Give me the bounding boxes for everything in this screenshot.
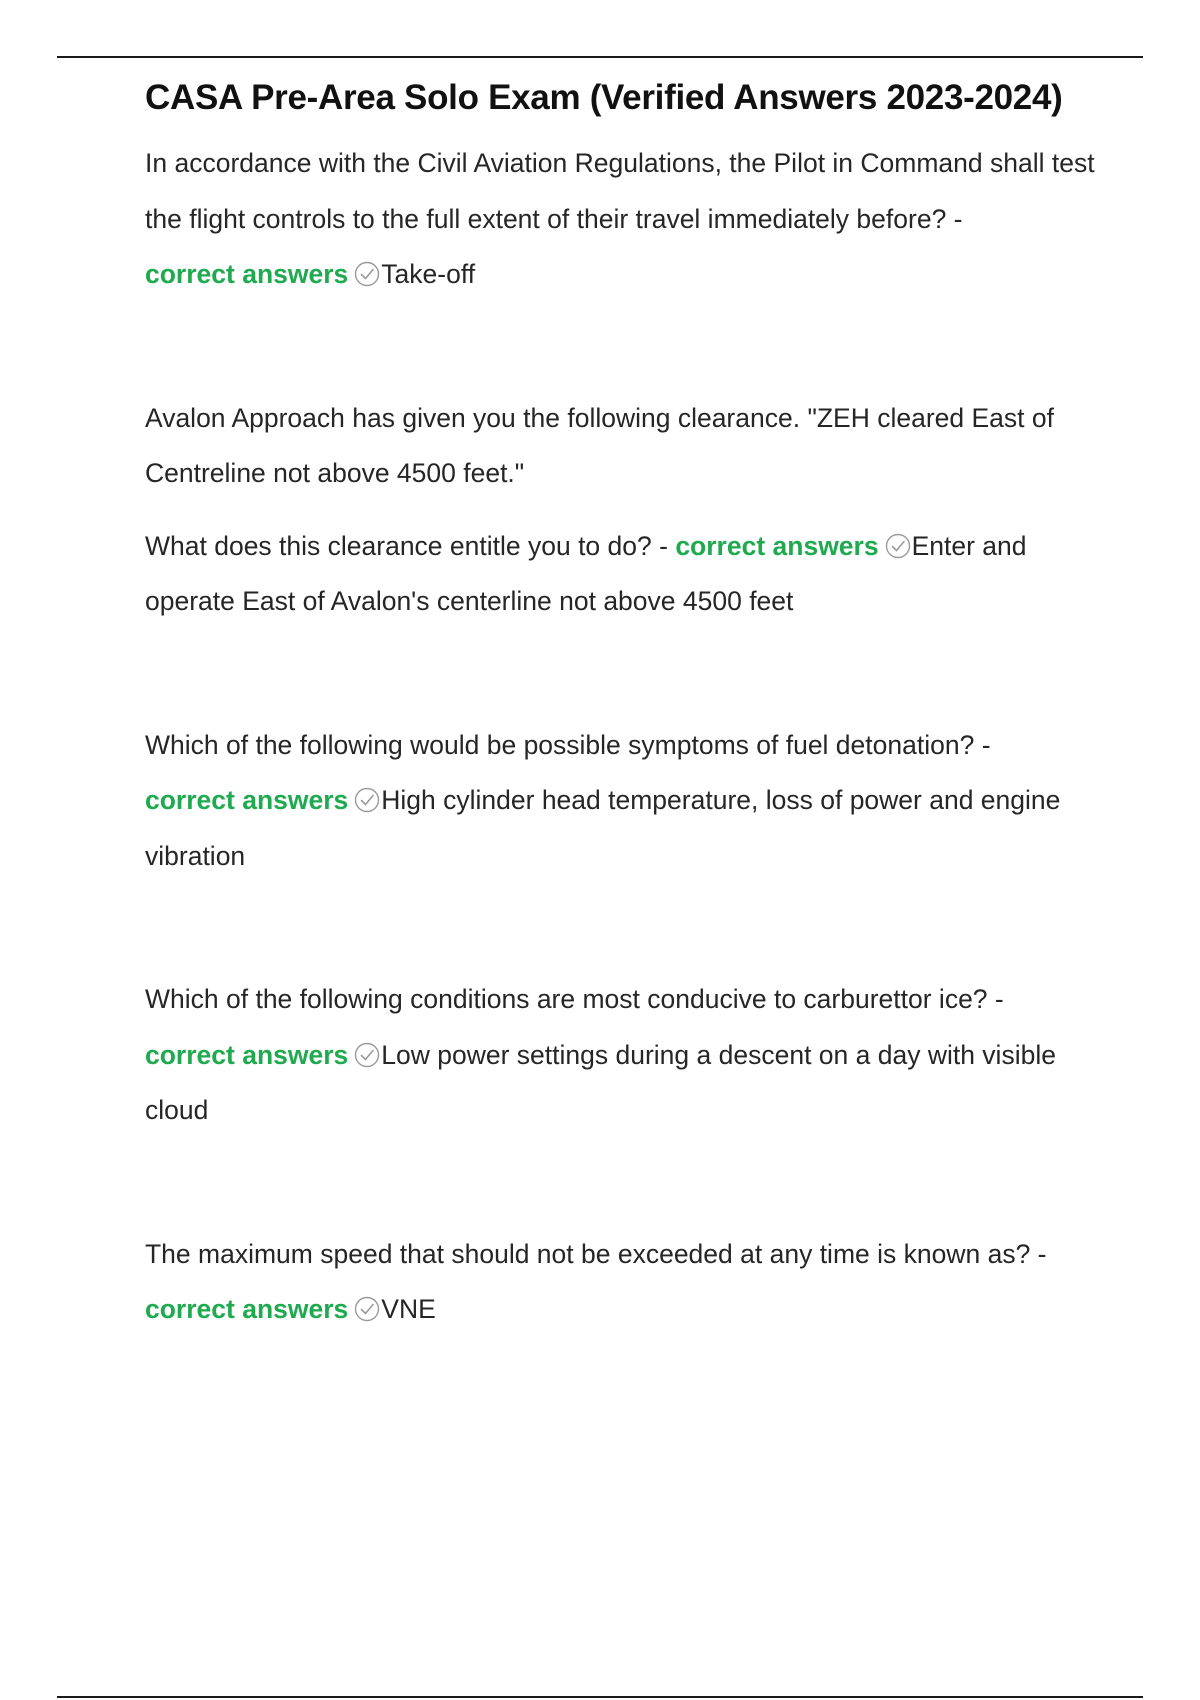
question-intro: Avalon Approach has given you the following clearance. "ZEH cleared East of Centreline not above 4500 feet." [145,402,1054,488]
answer-text: Enter and operate East of Avalon's centerline not above 4500 feet [145,530,1027,616]
question-block-4 [145,972,1095,1139]
question-block-5 [145,1227,1095,1338]
check-circle-icon [354,1296,380,1322]
correct-answers-label: correct answers [145,1294,349,1324]
bottom-rule [57,1696,1143,1698]
question-block-1 [145,136,1095,303]
top-rule [57,56,1143,58]
document-title: CASA Pre-Area Solo Exam (Verified Answers 2023-2024) [145,78,1063,117]
question-paragraph [145,1227,1095,1338]
answer-text: VNE [381,1294,436,1324]
question-paragraph [145,718,1095,885]
question-text: Which of the following conditions are most conducive to carburettor ice? - [145,984,1004,1014]
answer-text: Take-off [381,259,476,289]
check-circle-icon [354,261,380,287]
correct-answers-label: correct answers [145,259,349,289]
question-text: What does this clearance entitle you to do? - [145,530,668,561]
answer-text: High cylinder head temperature, loss of power and engine vibration [145,785,1061,871]
check-circle-icon [354,1042,380,1068]
check-circle-icon [354,787,380,813]
document-body [145,70,1095,1338]
question-paragraph [145,972,1095,1139]
correct-answers-label: correct answers [675,530,879,561]
question-text: In accordance with the Civil Aviation Regulations, the Pilot in Command shall test the flight controls to the full extent of their travel immediately before? - [145,148,1095,234]
question-block-2 [145,391,1095,630]
correct-answers-label: correct answers [145,1039,349,1070]
check-circle-icon [885,533,911,559]
answer-text: Low power settings during a descent on a day with visible cloud [145,1039,1056,1125]
question-paragraph [145,136,1095,303]
question-block-3 [145,718,1095,885]
question-text: The maximum speed that should not be exceeded at any time is known as? - [145,1238,1047,1269]
correct-answers-label: correct answers [145,785,349,815]
question-text: Which of the following would be possible symptoms of fuel detonation? - [145,729,991,760]
question-paragraph [145,519,1095,630]
